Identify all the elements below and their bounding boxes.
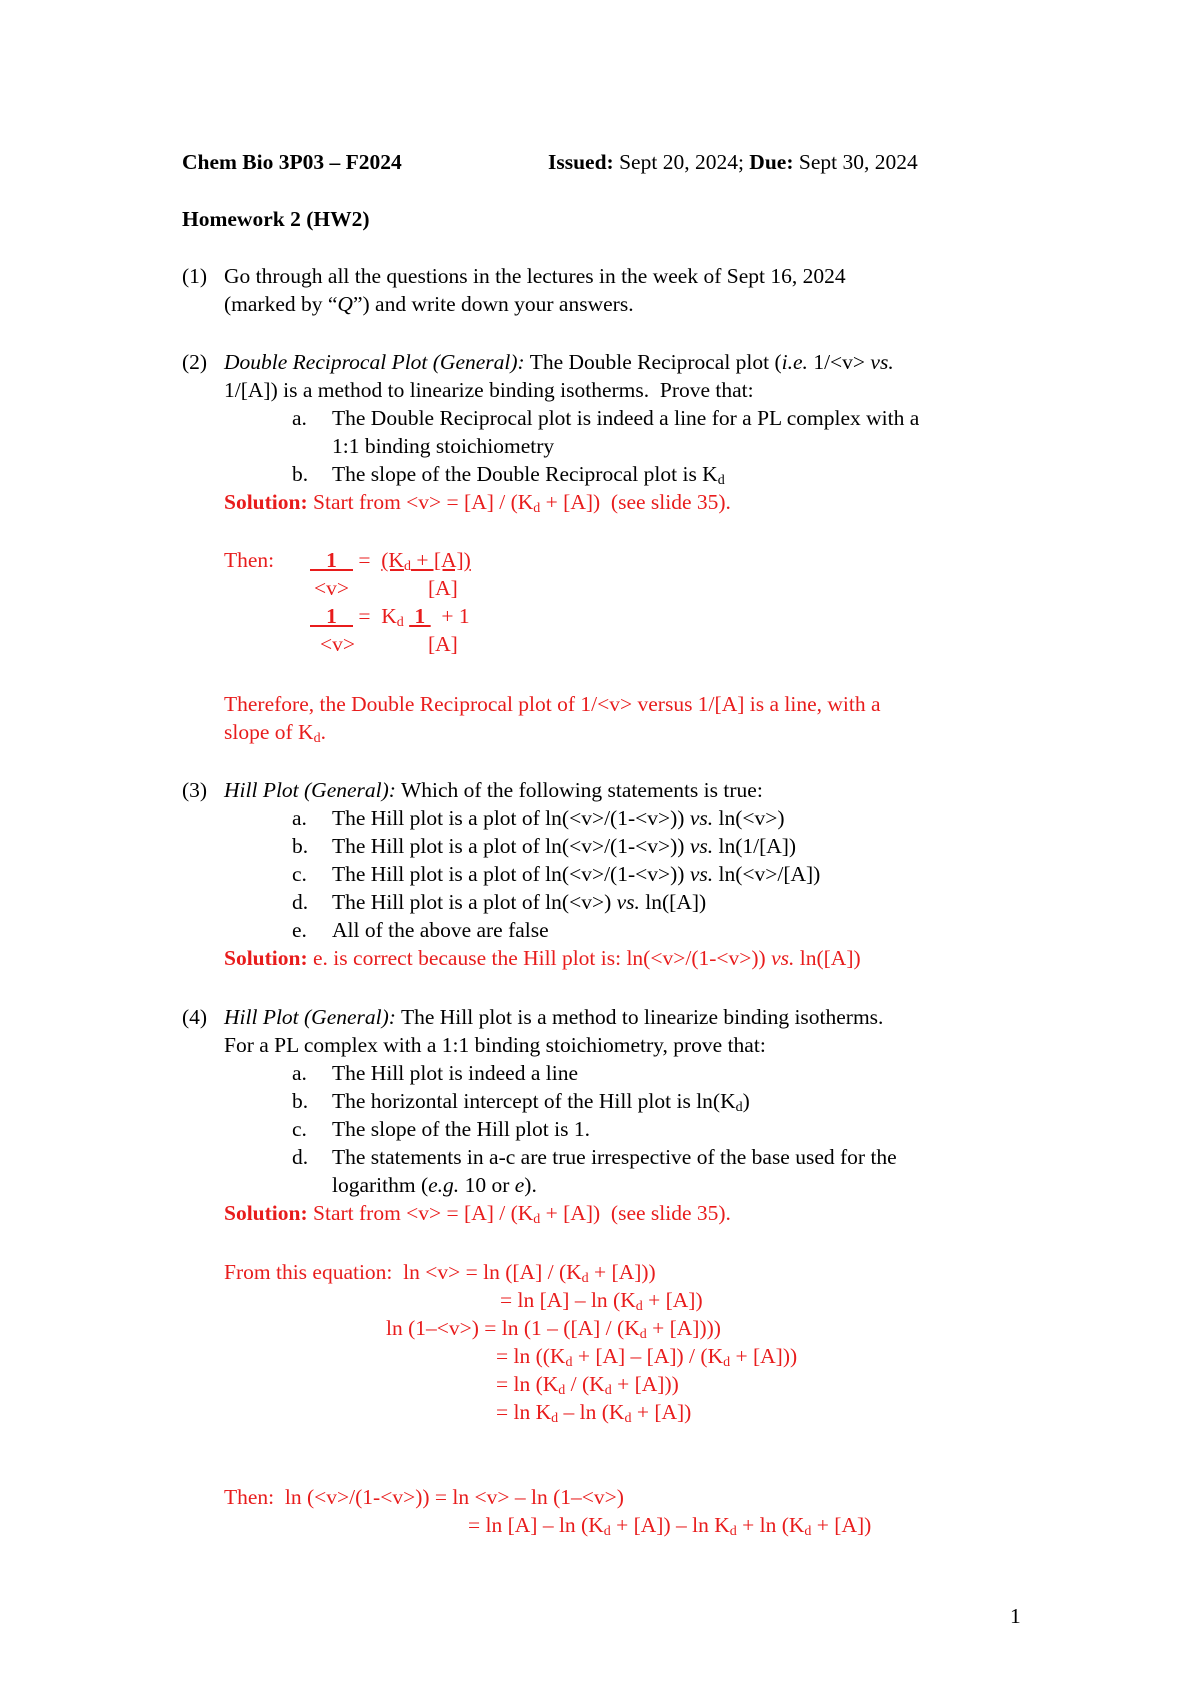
q3-option-label: b.	[292, 834, 309, 858]
q2-eq1-numerator: $(K_d + [A])$	[381, 548, 471, 574]
q2-eq1-line1: 1 = $(K_d + [A])$	[310, 548, 471, 574]
q2-b-text: The slope of the Double Reciprocal plot is $K_d$	[332, 462, 725, 488]
q1-line1: Go through all the questions in the lectures in the week of Sept 16, 2024	[224, 264, 846, 288]
issue-due-dates: Issued: Sept 20, 2024; Due: Sept 30, 2024	[548, 150, 918, 174]
course-title: Chem Bio 3P03 – F2024	[182, 150, 402, 174]
q4-then-line1: Then: ln (<v>/(1-<v>)) = ln <v> – ln (1–<v>)	[224, 1485, 624, 1509]
q4-stem-line2: For a PL complex with a 1:1 binding stoichiometry, prove that:	[224, 1033, 766, 1057]
q2-eq1-den-right: [A]	[428, 576, 458, 600]
q2-conclusion-line1: Therefore, the Double Reciprocal plot of 1/<v> versus 1/[A] is a line, with a	[224, 692, 881, 716]
q2-line1: Double Reciprocal Plot (General): The Double Reciprocal plot (i.e. 1/<v> vs.	[224, 350, 894, 374]
q4-derivation-line3: $\ln (1-<v>) = \ln (1 - ([A] / (K_d + [A])))$	[386, 1316, 721, 1342]
q3-number: (3)	[182, 778, 208, 802]
page-number: 1	[1010, 1604, 1021, 1628]
q4-derivation-line4: = $\ln ((K_d + [A] - [A]) / (K_d + [A]))$	[496, 1344, 798, 1370]
q2-eq1-den-left: <v>	[314, 576, 350, 600]
q3-option-label: c.	[292, 862, 307, 886]
q2-b-label: b.	[292, 462, 309, 486]
q2-conclusion-line2: slope of $K_d$.	[224, 720, 326, 746]
q1-number: (1)	[182, 264, 208, 288]
q3-option-label: d.	[292, 890, 309, 914]
q4-then-line2: = $\ln [A] - \ln (K_d + [A]) - \ln K_d + \ln (K_d + [A])$	[468, 1513, 872, 1539]
q3-option-b: The Hill plot is a plot of ln(<v>/(1-<v>)) vs. ln(1/[A])	[332, 834, 797, 858]
q4-a-label: a.	[292, 1061, 307, 1085]
homework-title: Homework 2 (HW2)	[182, 207, 370, 231]
q4-derivation-line5: = $\ln (K_d / (K_d + [A]))$	[496, 1372, 679, 1398]
q3-solution: Solution: e. is correct because the Hill plot is: ln(<v>/(1-<v>)) vs. ln([A])	[224, 946, 861, 970]
q4-a-text: The Hill plot is indeed a line	[332, 1061, 579, 1085]
q3-option-e: All of the above are false	[332, 918, 549, 942]
q4-b-label: b.	[292, 1089, 309, 1113]
q3-option-c: The Hill plot is a plot of ln(<v>/(1-<v>)) vs. ln(<v>/[A])	[332, 862, 821, 886]
q2-eq2-den-left: <v>	[320, 632, 356, 656]
q4-d-label: d.	[292, 1145, 309, 1169]
q4-stem-line1: Hill Plot (General): The Hill plot is a method to linearize binding isotherms.	[224, 1005, 884, 1029]
q2-a-line2: 1:1 binding stoichiometry	[332, 434, 555, 458]
q3-option-a: The Hill plot is a plot of ln(<v>/(1-<v>)) vs. ln(<v>)	[332, 806, 785, 830]
q1-line2: (marked by “Q”) and write down your answers.	[224, 292, 634, 316]
q2-a-line1: The Double Reciprocal plot is indeed a line for a PL complex with a	[332, 406, 920, 430]
q4-c-label: c.	[292, 1117, 307, 1141]
q2-line2: 1/[A]) is a method to linearize binding isotherms. Prove that:	[224, 378, 754, 402]
q4-number: (4)	[182, 1005, 208, 1029]
q2-eq2-line1: 1 = $K_d$ 1 + 1	[310, 604, 470, 630]
q3-option-label: a.	[292, 806, 307, 830]
q4-derivation-line6: = $\ln K_d - \ln (K_d + [A])$	[496, 1400, 692, 1426]
q2-a-label: a.	[292, 406, 307, 430]
q2-eq2-den-right: [A]	[428, 632, 458, 656]
q4-d-line2: logarithm (e.g. 10 or e).	[332, 1173, 537, 1197]
q3-option-label: e.	[292, 918, 307, 942]
q2-solution: Solution: Start from $<v> = [A] / (K_d + [A])$ (see slide 35).	[224, 490, 731, 516]
q2-then-label: Then:	[224, 548, 275, 572]
q4-c-text: The slope of the Hill plot is 1.	[332, 1117, 590, 1141]
q4-derivation-line1: From this equation: $\ln <v> = \ln ([A] / (K_d + [A]))$	[224, 1260, 656, 1286]
q4-solution: Solution: Start from $<v> = [A] / (K_d + [A])$ (see slide 35).	[224, 1201, 731, 1227]
q4-b-text: The horizontal intercept of the Hill plot is $\ln(K_d)$	[332, 1089, 750, 1115]
q2-number: (2)	[182, 350, 208, 374]
q4-d-line1: The statements in a-c are true irrespective of the base used for the	[332, 1145, 897, 1169]
q3-option-d: The Hill plot is a plot of ln(<v>) vs. ln([A])	[332, 890, 707, 914]
q3-stem: Hill Plot (General): Which of the following statements is true:	[224, 778, 763, 802]
q4-derivation-line2: = $\ln [A] - \ln (K_d + [A])$	[500, 1288, 703, 1314]
